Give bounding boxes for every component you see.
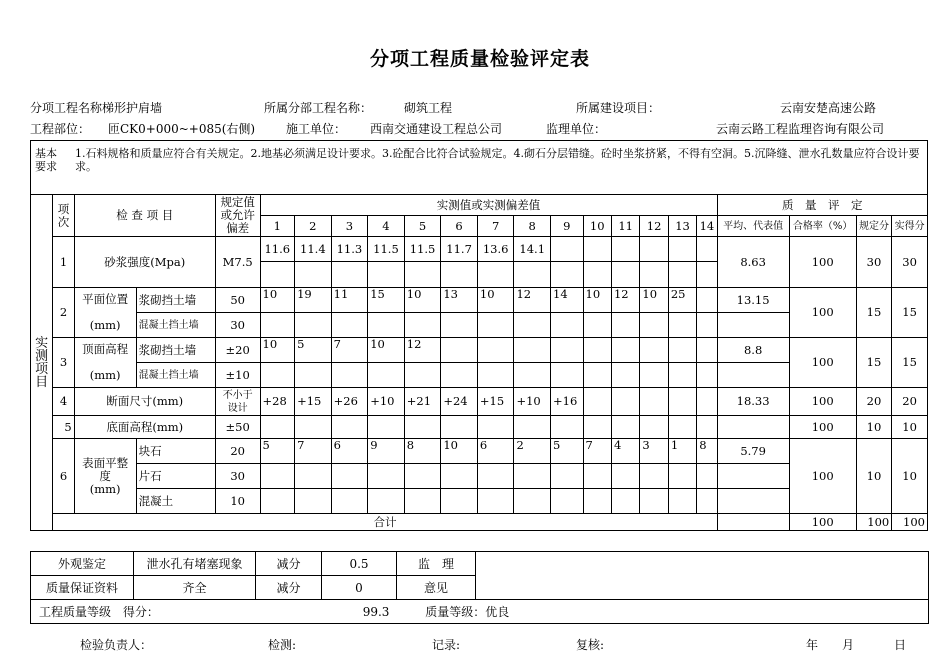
reviewer-label: 复核: <box>576 638 605 652</box>
num-header: 5 <box>404 216 441 237</box>
assessment-table <box>30 551 929 624</box>
measured-value: 11.5 <box>368 237 405 262</box>
item-name: 砂浆强度(Mpa) <box>74 237 215 288</box>
grade-row <box>31 600 929 624</box>
item-no: 3 <box>53 338 74 388</box>
day-label: 日 <box>894 638 907 652</box>
measured-value: 11.6 <box>260 237 295 262</box>
deduct-value: 0.5 <box>322 552 397 576</box>
measured-value: 10 <box>477 288 514 313</box>
spec-score: 10 <box>856 416 892 439</box>
item-no: 2 <box>53 288 74 338</box>
measured-value: 25 <box>668 288 696 313</box>
item-spec: 10 <box>215 489 260 514</box>
item-spec: ±50 <box>215 416 260 439</box>
avg-value: 18.33 <box>717 388 789 416</box>
location-value: 匝CK0+000~+085(右侧) <box>108 122 256 136</box>
project-value: 云南安楚高速公路 <box>780 101 877 115</box>
contractor-value: 西南交通建设工程总公司 <box>370 122 503 136</box>
qa-label: 质量保证资料 <box>31 576 134 600</box>
score-label: 得分： <box>122 605 159 619</box>
subitem-label: 分项工程名称 <box>30 101 103 115</box>
avg-value: 5.79 <box>717 439 789 464</box>
item-name-a: 表面平整度 <box>82 455 129 483</box>
item-spec: 20 <box>215 439 260 464</box>
item-spec: M7.5 <box>215 237 260 288</box>
contractor-label: 施工单位： <box>286 122 347 136</box>
pass-rate: 100 <box>789 288 856 338</box>
measured-value: 19 <box>295 288 332 313</box>
basic-text: 1.石料规格和质量应符合有关规定。2.地基必须满足设计要求。3.砼配合比符合试验规定。4.砌石分层错缝。砼时坐浆挤紧，不得有空洞。5.沉降缝、泄水孔数量应符合设计要求。 <box>75 147 920 173</box>
subpart-value: 砌筑工程 <box>404 101 453 115</box>
measured-value: +16 <box>551 388 584 416</box>
pass-rate-header: 合格率（%） <box>789 216 856 237</box>
measured-value: 6 <box>331 439 368 464</box>
measured-value: +15 <box>477 388 514 416</box>
measured-value: 10 <box>640 288 668 313</box>
pass-rate: 100 <box>789 416 856 439</box>
avg-value: 13.15 <box>717 288 789 313</box>
measured-value: 5 <box>260 439 295 464</box>
actual-score: 10 <box>892 439 928 514</box>
actual-score: 20 <box>892 388 928 416</box>
sub-item: 片石 <box>136 464 215 489</box>
num-header: 8 <box>514 216 551 237</box>
sub-item: 混凝土挡土墙 <box>136 363 215 388</box>
item-name: 底面高程(mm) <box>74 416 215 439</box>
num-header: 6 <box>441 216 478 237</box>
item-no: 6 <box>53 439 74 514</box>
basic-label-bottom: 要求 <box>35 160 57 173</box>
measured-value: 10 <box>260 338 295 363</box>
measured-value: 9 <box>368 439 405 464</box>
num-header: 11 <box>611 216 639 237</box>
avg-value: 8.8 <box>717 338 789 363</box>
measured-value: 14.1 <box>514 237 551 262</box>
num-header: 7 <box>477 216 514 237</box>
recorder-label: 记录: <box>432 638 461 652</box>
pass-rate: 100 <box>789 388 856 416</box>
grade-label: 工程质量等级 <box>39 605 112 619</box>
measured-value: 7 <box>331 338 368 363</box>
item-name-b: (mm) <box>89 481 121 496</box>
quality-header: 质 量 评 定 <box>717 195 927 216</box>
tester-label: 检测: <box>268 638 297 652</box>
item-spec: 30 <box>215 313 260 338</box>
spec-score-header: 规定分 <box>856 216 892 237</box>
num-header: 4 <box>368 216 405 237</box>
spec-score: 30 <box>856 237 892 288</box>
measured-value: 11.3 <box>331 237 368 262</box>
num-header: 3 <box>331 216 368 237</box>
score-value: 99.3 <box>362 605 390 619</box>
item-spec: 30 <box>215 464 260 489</box>
item-name: 断面尺寸(mm) <box>74 388 215 416</box>
measured-value: +15 <box>295 388 332 416</box>
page-title: 分项工程质量检验评定表 <box>369 48 590 70</box>
item-name-b: (mm) <box>89 318 121 332</box>
measured-value: +26 <box>331 388 368 416</box>
item-name-a: 平面位置 <box>82 292 129 306</box>
actual-score-header: 实得分 <box>892 216 928 237</box>
measured-value: 10 <box>368 338 405 363</box>
project-label: 所属建设项目： <box>576 101 661 115</box>
deduct-value: 0 <box>322 576 397 600</box>
measured-value: 6 <box>477 439 514 464</box>
num-header: 2 <box>295 216 332 237</box>
supervisor-label: 监理单位： <box>546 122 607 136</box>
grade-value: 质量等级：优良 <box>425 605 510 619</box>
spec-score: 15 <box>856 338 892 388</box>
supervision-label: 监 理 <box>397 552 476 576</box>
pass-rate: 100 <box>789 338 856 388</box>
measured-value: 13.6 <box>477 237 514 262</box>
measured-value: +10 <box>514 388 551 416</box>
side-char: 项 <box>35 361 49 377</box>
measured-value: 8 <box>697 439 717 464</box>
total-pass-rate: 100 <box>789 514 856 531</box>
total-label: 合计 <box>53 514 717 531</box>
measured-value: +24 <box>441 388 478 416</box>
item-name <box>74 288 136 338</box>
measured-value: +10 <box>368 388 405 416</box>
measured-value: 5 <box>551 439 584 464</box>
opinion-label: 意见 <box>397 576 476 600</box>
avg-value: 8.63 <box>717 237 789 288</box>
measured-value: 12 <box>514 288 551 313</box>
spec-score: 10 <box>856 439 892 514</box>
actual-score: 15 <box>892 338 928 388</box>
measured-value: 3 <box>640 439 668 464</box>
appearance-label: 外观鉴定 <box>31 552 134 576</box>
actual-score: 30 <box>892 237 928 288</box>
item-spec: ±10 <box>215 363 260 388</box>
sub-item: 混凝土 <box>136 489 215 514</box>
measured-value: 11.4 <box>295 237 332 262</box>
spec-score: 20 <box>856 388 892 416</box>
sub-item: 浆砌挡土墙 <box>136 338 215 363</box>
item-spec: ±20 <box>215 338 260 363</box>
num-header: 12 <box>640 216 668 237</box>
sub-item: 块石 <box>136 439 215 464</box>
item-spec: 不小于设计 <box>215 388 260 416</box>
measured-value: +28 <box>260 388 295 416</box>
item-name <box>74 338 136 388</box>
inspector-label: 检验负责人： <box>80 638 153 652</box>
pass-rate: 100 <box>789 439 856 514</box>
side-char: 实 <box>35 335 49 351</box>
sub-item: 浆砌挡土墙 <box>136 288 215 313</box>
item-spec: 50 <box>215 288 260 313</box>
appearance-value: 泄水孔有堵塞现象 <box>134 552 256 576</box>
item-name <box>74 439 136 514</box>
total-spec-score: 100 <box>856 514 892 531</box>
item-no: 4 <box>53 388 74 416</box>
total-actual-score: 100 <box>892 514 928 531</box>
measured-value: 10 <box>404 288 441 313</box>
actual-score: 15 <box>892 288 928 338</box>
deduct-label: 减分 <box>256 576 322 600</box>
actual-score: 10 <box>892 416 928 439</box>
measured-value: 7 <box>295 439 332 464</box>
subpart-label: 所属分部工程名称： <box>264 101 373 115</box>
deduct-label: 减分 <box>256 552 322 576</box>
sub-item: 混凝土挡土墙 <box>136 313 215 338</box>
basic-label-top: 基本 <box>35 147 57 160</box>
subitem-value: 梯形护肩墙 <box>102 101 163 115</box>
spec-header: 规定值或允许偏差 <box>215 195 260 237</box>
measured-value: 14 <box>551 288 584 313</box>
measured-value: 10 <box>583 288 611 313</box>
item-name-a: 顶面高程 <box>82 342 129 356</box>
measured-value: 15 <box>368 288 405 313</box>
measured-value: 10 <box>260 288 295 313</box>
measured-value: 11.7 <box>441 237 478 262</box>
measured-value: 13 <box>441 288 478 313</box>
month-label: 月 <box>842 638 855 652</box>
measured-value: 2 <box>514 439 551 464</box>
measured-value: +21 <box>404 388 441 416</box>
inspect-header: 检 查 项 目 <box>74 195 215 237</box>
side-char: 目 <box>35 374 49 390</box>
measured-value: 4 <box>611 439 639 464</box>
item-no: 5 <box>53 416 74 439</box>
inspection-table <box>30 140 928 531</box>
num-header: 1 <box>260 216 295 237</box>
measured-value: 1 <box>668 439 696 464</box>
pass-rate: 100 <box>789 237 856 288</box>
num-header: 13 <box>668 216 696 237</box>
measured-value: 12 <box>611 288 639 313</box>
measured-value: 8 <box>404 439 441 464</box>
spec-score: 15 <box>856 288 892 338</box>
item-name-b: (mm) <box>89 368 121 382</box>
side-char: 测 <box>35 348 49 364</box>
avg-header: 平均、代表值 <box>717 216 789 237</box>
measured-value: 5 <box>295 338 332 363</box>
num-header: 14 <box>697 216 717 237</box>
side-label <box>31 195 53 531</box>
measured-value: 11 <box>331 288 368 313</box>
qa-value: 齐全 <box>134 576 256 600</box>
item-no-header: 项次 <box>53 195 74 237</box>
supervisor-value: 云南云路工程监理咨询有限公司 <box>716 122 885 136</box>
basic-requirements <box>31 141 928 195</box>
measured-value: 7 <box>583 439 611 464</box>
measured-header: 实测值或实测偏差值 <box>260 195 717 216</box>
measured-value: 12 <box>404 338 441 363</box>
year-label: 年 <box>806 638 819 652</box>
num-header: 9 <box>551 216 584 237</box>
measured-value: 10 <box>441 439 478 464</box>
item-no: 1 <box>53 237 74 288</box>
measured-value: 11.5 <box>404 237 441 262</box>
location-label: 工程部位： <box>30 122 91 136</box>
num-header: 10 <box>583 216 611 237</box>
